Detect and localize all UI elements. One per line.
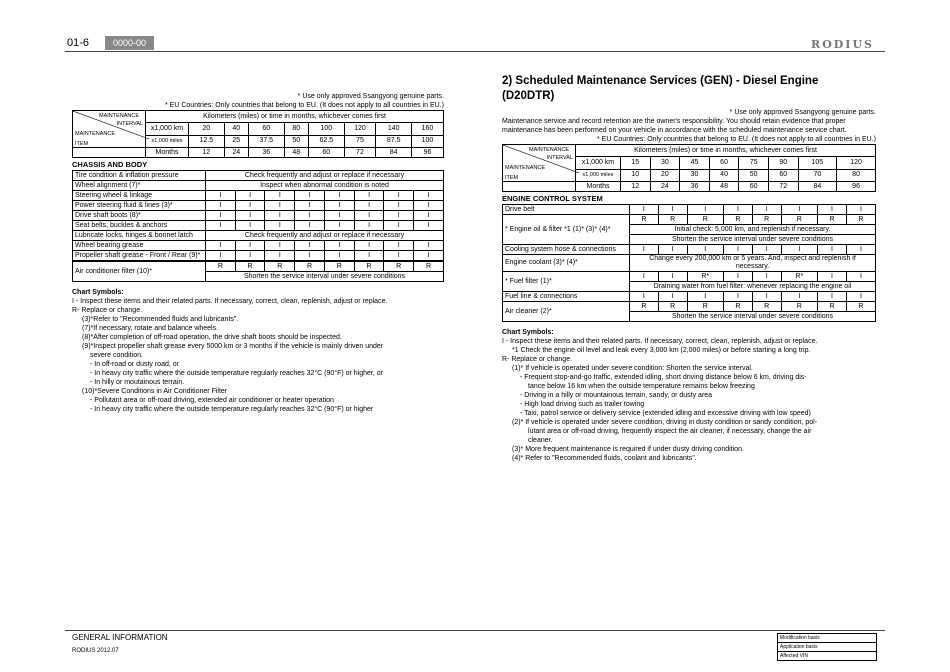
item-value: I: [295, 201, 325, 211]
chart-symbols-title: Chart Symbols:: [72, 289, 124, 296]
intro-paragraph: Maintenance service and record retention are the owner's responsibility. You should retain evidence that proper maintenance has been performed on your vehicle in accordance with the scheduled maintenance service chart.: [502, 118, 847, 134]
item-value: I: [206, 201, 236, 211]
symbol-line: tance below 16 km when the outside temperature remains below freezing: [528, 383, 755, 390]
chassis-items-table: [72, 170, 444, 261]
symbol-line: (3)*Refer to "Recommended fluids and lubricants".: [82, 316, 239, 323]
symbol-line: I - Inspect these items and their related parts. If necessary, correct, clean, replenish, adjust or replace.: [502, 338, 818, 345]
symbol-line: cleaner.: [528, 437, 553, 444]
item-value: I: [354, 201, 384, 211]
item-name: Propeller shaft grease - Front / Rear (9)*: [73, 251, 206, 261]
table-row: [73, 211, 444, 221]
item-value: I: [206, 251, 236, 261]
item-value: I: [414, 251, 444, 261]
item-value: I: [206, 191, 236, 201]
symbol-line: (3)* More frequent maintenance is required if under dusty driving condition.: [512, 446, 744, 453]
table-row: Drive belt I I I I I I I I: [503, 205, 876, 215]
item-value: I: [384, 241, 414, 251]
months-row: Months 12 24 36 48 60 72 84 96: [503, 182, 876, 192]
table-row: [73, 231, 444, 241]
miles-row: x1,000 miles 12.5 25 37.5 50 62.5 75 87.5 100: [73, 135, 444, 147]
symbol-line: (4)* Refer to "Recommended fluids, coolant and lubricants".: [512, 455, 697, 462]
item-value: I: [414, 221, 444, 231]
item-value: I: [265, 251, 295, 261]
item-value: I: [265, 211, 295, 221]
table-row: Air conditioner filter (10)* R R R R R R R R: [73, 262, 444, 272]
item-value: I: [206, 211, 236, 221]
symbol-line: - In heavy city traffic where the outside temperature regularly reaches 32°C (90°F) or higher: [90, 406, 374, 413]
table-row: [73, 171, 444, 181]
symbol-line: R- Replace or change.: [72, 307, 143, 314]
brand-logo: RODIUS: [811, 38, 874, 51]
item-value: I: [354, 251, 384, 261]
item-value: I: [414, 211, 444, 221]
item-value: I: [384, 201, 414, 211]
item-value: I: [265, 191, 295, 201]
page-number: 01-6: [67, 37, 90, 49]
right-column: [502, 74, 876, 463]
affected-vin: Affected VIN: [777, 652, 877, 661]
section-code-badge: 0000-00: [105, 36, 154, 50]
table-row: Fuel line & connections I I I I I I I I: [503, 292, 876, 302]
section-title: 2) Scheduled Maintenance Services (GEN) - Diesel Engine: [502, 75, 819, 87]
item-name: Power steering fluid & lines (3)*: [73, 201, 206, 211]
eu-note: * EU Countries: Only countries that belong to EU. (It does not apply to all countries in EU.): [165, 102, 444, 109]
item-value: I: [384, 211, 414, 221]
item-name: Tire condition & inflation pressure: [73, 171, 206, 181]
genuine-parts-note: * Use only approved Ssangyong genuine parts.: [297, 93, 444, 100]
symbol-line: - Pollutant area or off-road driving, extended air conditioner or heater operation: [90, 397, 334, 404]
item-value: I: [324, 241, 354, 251]
symbol-line: - In heavy city traffic where the outside temperature regularly reaches 32°C (90°F) or higher, or: [90, 370, 383, 377]
modification-basis: Modification basis: [777, 633, 877, 643]
symbol-line: - In off-road or dusty road, or: [90, 361, 179, 368]
application-basis: Application basis: [777, 643, 877, 652]
header-rule: [65, 51, 885, 52]
symbol-line: (8)*After completion of off-road operation, the drive shaft boots should be inspected.: [82, 334, 342, 341]
table-row: [73, 181, 444, 191]
symbol-line: (1)* If vehicle is operated under severe condition: Shorten the service interval.: [512, 365, 753, 372]
item-name: Drive shaft boots (8)*: [73, 211, 206, 221]
item-value: I: [295, 251, 325, 261]
item-value: I: [354, 221, 384, 231]
section-heading-chassis: CHASSIS AND BODY: [72, 160, 148, 169]
table-row: [73, 221, 444, 231]
symbol-line: (9)*Inspect propeller shaft grease every 5000 km or 3 months if the vehicle is mainly driven under: [82, 343, 384, 350]
item-value: I: [324, 191, 354, 201]
symbol-line: (10)*Severe Conditions in Air Conditioner Filter: [82, 388, 228, 395]
km-row: x1,000 km 15 30 45 60 75 90 105 120: [503, 157, 876, 169]
item-value: I: [295, 211, 325, 221]
item-value: I: [235, 201, 265, 211]
item-value: I: [324, 211, 354, 221]
item-value: I: [265, 241, 295, 251]
table-row: [73, 201, 444, 211]
genuine-parts-note: * Use only approved Ssangyong genuine parts.: [729, 109, 876, 116]
item-value: I: [206, 241, 236, 251]
maintenance-table-chassis: [72, 110, 444, 158]
symbol-line: (2)* If vehicle is operated under severe condition, driving in dusty condition or sandy condition, pol-: [512, 419, 818, 426]
maintenance-table-engine: [502, 144, 876, 192]
table-corner-header: MAINTENANCE INTERVAL MAINTENANCE ITEM: [503, 145, 576, 182]
left-column: [72, 92, 444, 414]
chart-symbols-title: Chart Symbols:: [502, 329, 554, 336]
item-value: I: [384, 251, 414, 261]
item-value: I: [295, 191, 325, 201]
months-row: Months 12 24 36 48 60 72 84 96: [73, 148, 444, 158]
engine-items-table: Drive belt I I I I I I I I * Engine oil & filter *1 (1)* (3)* (4)* R R R R R R R R Initial check: 5,000 km, and replenish if necessary. Shorten the service interval under severe conditions Cooling system hose & connections I I I I I I I I Engine coolant (3)* (4)* Change every 200,000 km or 5 years. And, inspect and replenish if necessary. * Fuel filter (1)* I I R* I I R* I I Draining water from fuel filter: whenever replacing the engine oil Fuel line & connections I I I I I I I I Air cleaner (2)* R R R R R R R R Shorten the service interval under severe conditions: [502, 204, 876, 322]
item-value: I: [414, 191, 444, 201]
item-name: Steering wheel & linkage: [73, 191, 206, 201]
footer-edition: RODIUS 2012.07: [72, 648, 119, 654]
item-value: I: [235, 251, 265, 261]
chart-symbols-list: [72, 297, 444, 414]
item-value: I: [206, 221, 236, 231]
item-note: Inspect when abnormal condition is noted: [206, 181, 444, 191]
item-value: I: [295, 221, 325, 231]
footer-section: GENERAL INFORMATION: [72, 633, 168, 642]
symbol-line: - In hilly or moutainous terrain.: [90, 379, 185, 386]
section-subtitle: (D20DTR): [502, 90, 555, 102]
symbol-line: R- Replace or change.: [502, 356, 573, 363]
symbol-line: *1 Check the engine oil level and leak every 3,000 km (2,000 miles) or before starting a long trip.: [512, 347, 811, 354]
item-value: I: [354, 211, 384, 221]
table-row: Shorten the service interval under severe conditions: [73, 272, 444, 282]
item-value: I: [384, 221, 414, 231]
km-header: Kilometers (miles) or time in months, whichever comes first: [146, 111, 444, 123]
item-value: I: [295, 241, 325, 251]
symbol-line: - Frequent stop-and-go traffic, extended idling, short driving distance below 6 km, driving dis-: [520, 374, 807, 381]
km-header: Kilometers (miles) or time in months, whichever comes first: [576, 145, 876, 157]
footer-rule: [65, 630, 885, 631]
item-value: I: [354, 241, 384, 251]
table-row: Cooling system hose & connections I I I I I I I I: [503, 245, 876, 255]
item-note: Check frequently and adjust or replace if necessary: [206, 171, 444, 181]
item-value: I: [324, 201, 354, 211]
km-row: x1,000 km 20 40 60 80 100 120 140 160: [73, 123, 444, 135]
miles-row: x1,000 miles 10 20 30 40 50 60 70 80: [503, 169, 876, 181]
table-row: Engine coolant (3)* (4)* Change every 200,000 km or 5 years. And, inspect and replenish if necessary.: [503, 255, 876, 272]
symbol-line: - High load driving such as trailer towing: [520, 401, 645, 408]
item-value: I: [235, 191, 265, 201]
item-value: I: [265, 201, 295, 211]
eu-note: * EU Countries: Only countries that belong to EU. (It does not apply to all countries in EU.): [597, 136, 876, 143]
chart-symbols-list: [502, 337, 876, 463]
item-name: Lubricate locks, hinges & bonnet latch: [73, 231, 206, 241]
symbol-line: lutant area or off-road driving, frequently inspect the air cleaner, if necessary, change the air: [528, 428, 812, 435]
table-row: [73, 251, 444, 261]
table-row: * Engine oil & filter *1 (1)* (3)* (4)* R R R R R R R R: [503, 215, 876, 225]
item-value: I: [235, 241, 265, 251]
table-row: Air cleaner (2)* R R R R R R R R: [503, 302, 876, 312]
symbol-line: I - Inspect these items and their related parts. If necessary, correct, clean, replenish, adjust or replace.: [72, 298, 388, 305]
modification-box: [777, 633, 877, 661]
item-value: I: [354, 191, 384, 201]
symbol-line: - Taxi, patrol service or delivery service (extended idling and excessive driving with low speed): [520, 410, 811, 417]
item-value: I: [265, 221, 295, 231]
item-note: Check frequently and adjust or replace if necessary: [206, 231, 444, 241]
item-name: Seat belts, buckles & anchors: [73, 221, 206, 231]
item-name: Wheel bearing grease: [73, 241, 206, 251]
table-row: [73, 241, 444, 251]
item-name: Wheel alignment (7)*: [73, 181, 206, 191]
item-value: I: [235, 211, 265, 221]
table-row: * Fuel filter (1)* I I R* I I R* I I: [503, 272, 876, 282]
item-value: I: [384, 191, 414, 201]
table-row: [73, 191, 444, 201]
item-value: I: [414, 241, 444, 251]
ac-filter-table: [72, 261, 444, 282]
item-value: I: [324, 221, 354, 231]
item-value: I: [324, 251, 354, 261]
item-value: I: [235, 221, 265, 231]
symbol-line: - Driving in a hilly or mountainous terrain, sandy, or dusty area: [520, 392, 713, 399]
item-value: I: [414, 201, 444, 211]
table-corner-header: MAINTENANCE INTERVAL MAINTENANCE ITEM: [73, 111, 146, 148]
symbol-line: severe condition.: [90, 352, 143, 359]
symbol-line: (7)*If necessary, rotate and balance wheels.: [82, 325, 219, 332]
section-heading-engine: ENGINE CONTROL SYSTEM: [502, 194, 603, 203]
